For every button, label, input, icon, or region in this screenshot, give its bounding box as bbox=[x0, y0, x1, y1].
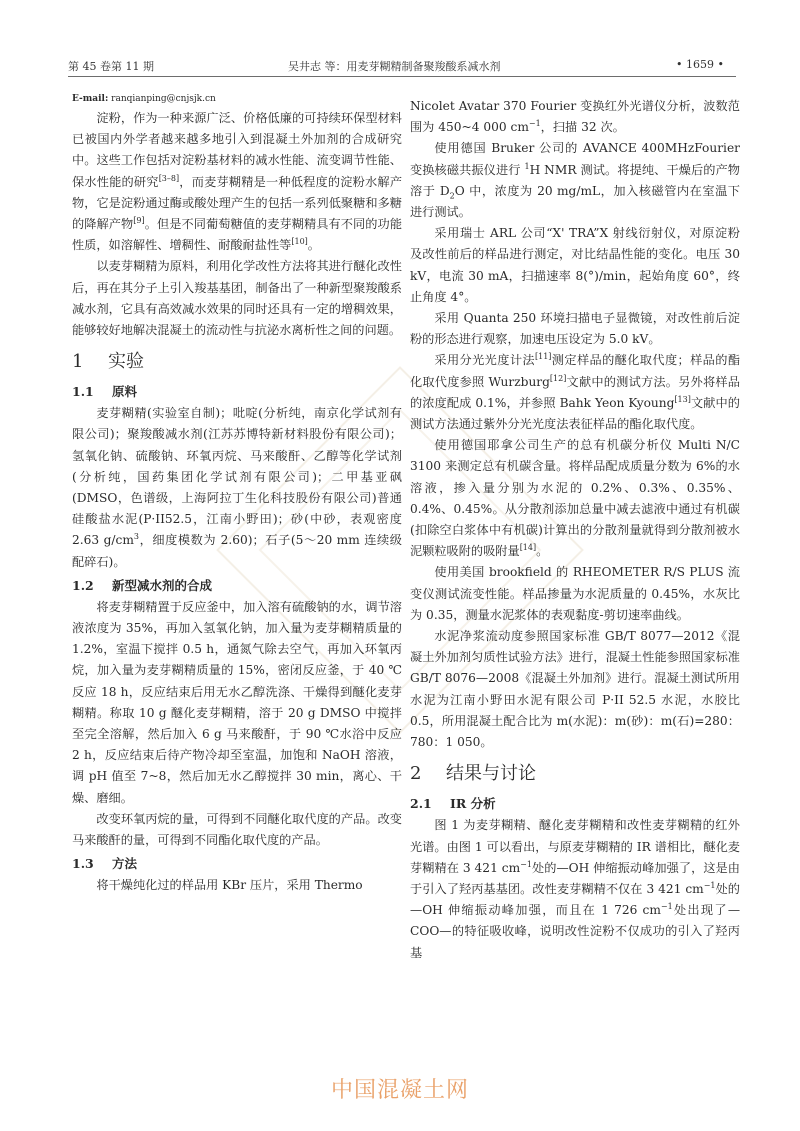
subsection-heading-materials: 1.1 原料 bbox=[72, 384, 138, 400]
methods-ftir-continued: Nicolet Avatar 370 Fourier 变换红外光谱仪分析，波数范围为 450~4 000 $cm^{-1}$，扫描 32 次。 bbox=[410, 99, 740, 135]
methods-nmr-paragraph: 使用德国 Bruker 公司的 AVANCE 400MHzFourier 变换核磁共振仪进行 $^1$H NMR 测试。将提纯、干燥后的产物溶于 $D_2O$ 中，浓度为 20 mg/mL，加入核磁管内在室温下进行测试。 bbox=[410, 141, 740, 220]
citation[interactable]: [9] bbox=[133, 216, 145, 226]
methods-rheology-paragraph: 使用美国 brookfield 的 RHEOMETER R/S PLUS 流变仪测试流变性能。样品掺量为水泥质量的 0.45%，水灰比为 0.35，测量水泥浆体的表观黏度-剪切速率曲线。 bbox=[410, 565, 740, 622]
synthesis-paragraph-2: 改变环氧丙烷的量，可得到不同醚化取代度的产品。改变马来酸酐的量，可得到不同酯化取代度的产品。 bbox=[72, 811, 402, 848]
citation[interactable]: [12] bbox=[549, 373, 567, 383]
intro-paragraph-2: 以麦芽糊精为原料，利用化学改性方法将其进行醚化改性后，再在其分子上引入羧基基团，制备出了一种新型聚羧酸系减水剂，它具有高效减水效果的同时还具有一定的增稠效果，能够较好地解决混凝土的流动性与抗泌水离析性之间的问题。 bbox=[72, 259, 402, 338]
citation[interactable]: [14] bbox=[519, 543, 537, 553]
citation[interactable]: [13] bbox=[674, 394, 691, 404]
methods-sem-paragraph: 采用 Quanta 250 环境扫描电子显微镜，对改性前后淀粉的形态进行观察，加速电压设定为 5.0 kV。 bbox=[410, 311, 740, 347]
intro-paragraph-1: 淀粉，作为一种来源广泛、价格低廉的可持续环保型材料已被国内外学者越来越多地引入到混凝土外加剂的合成研究中。这些工作包括对淀粉基材料的减水性能、流变调节性能、保水性能的研究[3–8]，而麦芽糊精是一种低程度的淀粉水解产物，它是淀粉通过酶或酸处理产生的包括一系列低聚糖和多糖的降解产物[9]。但是不同葡萄糖值的麦芽糊精具有不同的功能性质，如溶解性、增稠性、耐酸耐盐性等[10]。 bbox=[72, 111, 403, 253]
methods-paragraph-1: 将干燥纯化过的样品用 KBr 压片，采用 Thermo bbox=[96, 878, 363, 893]
citation[interactable]: [11] bbox=[534, 352, 552, 362]
methods-toc-paragraph: 使用德国耶拿公司生产的总有机碳分析仪 Multi N/C 3100 来测定总有机碳含量。将样品配成质量分数为 6%的水溶液，掺入量分别为水泥的 0.2%、0.3%、0.35%、0.4%、0.45%。从分散剂添加总量中减去滤液中通过有机碳(扣除空白浆体中有机碳)计算出的分散剂量就得到分散剂被水泥颗粒吸附的吸附量[14]。 bbox=[410, 438, 740, 559]
author-email bbox=[72, 92, 402, 106]
section-heading-experiment: 1 实验 bbox=[72, 351, 144, 373]
synthesis-paragraph-1: 将麦芽糊精置于反应釜中，加入溶有硫酸钠的水，调节溶液浓度为 35%，再加入氢氧化钠，加入量为麦芽糊精质量的 1.2%，室温下搅拌 0.5 h，通氮气除去空气，再加入环氧丙烷，加入量为麦芽糊精质量的 15%，密闭反应釜，于 40 ℃反应 18 h，反应结束后用无水乙醇洗涤、干燥得到醚化麦芽糊精。称取 10 g 醚化麦芽糊精，溶于 20 g DMSO 中搅拌至完全溶解，然后加入 6 g 马来酸酐，于 90 ℃水浴中反应 2 h，反应结束后待产物冷却至室温，加饱和 NaOH 溶液，调 pH 值至 7~8，然后加无水乙醇搅拌 30 min，离心、干燥、磨细。 bbox=[72, 599, 402, 805]
right-column bbox=[410, 96, 740, 964]
citation[interactable]: [10] bbox=[291, 237, 308, 247]
site-watermark: 中国混凝土网 bbox=[330, 1078, 469, 1103]
subsection-heading-ir: 2.1 IR 分析 bbox=[410, 796, 496, 812]
page-number: • 1659 • bbox=[676, 58, 724, 71]
ir-analysis-paragraph: 图 1 为麦芽糊精、醚化麦芽糊精和改性麦芽糊精的红外光谱。由图 1 可以看出，与原麦芽糊精的 IR 谱相比，醚化麦芽糊精在 3 421 $cm^{-1}$处的—OH 伸缩振动峰加强了，这是由于引入了羟丙基基团。改性麦芽糊精不仅在 3 421 $cm^{-1}$处的—OH 伸缩振动峰加强，而且在 1 726 $cm^{-1}$处出现了—COO—的特征吸收峰，说明改性淀粉不仅成功的引入了羟丙基 bbox=[410, 818, 741, 960]
volume-issue: 第 45 卷第 11 期 bbox=[68, 60, 154, 73]
methods-xrd-paragraph: 采用瑞士 ARL 公司“X' TRA”X 射线衍射仪，对原淀粉及改性前后的样品进行测定，对比结晶性能的变化。电压 30 kV，电流 30 mA，扫描速率 8(°)/min，起始角度 60°，终止角度 4°。 bbox=[410, 226, 740, 304]
section-heading-results: 2 结果与讨论 bbox=[410, 763, 536, 785]
methods-flow-paragraph: 水泥净浆流动度参照国家标准 GB/T 8077—2012《混凝土外加剂匀质性试验方法》进行，混凝土性能参照国家标准 GB/T 8076—2008《混凝土外加剂》进行。混凝土测试所用水泥为江南小野田水泥有限公司 P·II 52.5 水泥，水胶比 0.5，所用混凝土配合比为 m(水泥)：m(砂)：m(石)=280：780：1 050。 bbox=[410, 629, 740, 750]
citation[interactable]: [3–8] bbox=[158, 173, 180, 183]
subsection-heading-methods: 1.3 方法 bbox=[72, 856, 138, 872]
left-column bbox=[72, 92, 402, 897]
running-title: 吴井志 等：用麦芽糊精制备聚羧酸系减水剂 bbox=[288, 60, 501, 73]
subsection-heading-synthesis: 1.2 新型减水剂的合成 bbox=[72, 577, 213, 593]
materials-paragraph: 麦芽糊精(实验室自制)；吡啶(分析纯，南京化学试剂有限公司)；聚羧酸减水剂(江苏苏博特新材料股份有限公司)；氢氧化钠、硫酸钠、环氧丙烷、马来酸酐、乙醇等化学试剂(分析纯，国药集团化学试剂有限公司)；二甲基亚砜(DMSO，色谱级，上海阿拉丁生化科技股份有限公司)普通硅酸盐水泥(P·II52.5，江南小野田)；砂(中砂，表观密度 2.63 $g/cm^3$，细度模数为 2.60)；石子(5～20 mm 连续级配碎石)。 bbox=[72, 406, 402, 569]
methods-substitution-paragraph: 采用分光光度计法[11]测定样品的醚化取代度；样品的酯化取代度参照 Wurzburg[12]文献中的测试方法。另外将样品的浓度配成 0.1%，并参照 Bahk Yeon Kyoung[13]文献中的测试方法通过紫外分光光度法表征样品的酯化取代度。 bbox=[410, 352, 741, 432]
email-address[interactable]: ranqianping@cnjsjk.cn bbox=[111, 94, 216, 104]
email-label: E-mail: bbox=[72, 94, 109, 104]
running-header bbox=[68, 54, 736, 77]
